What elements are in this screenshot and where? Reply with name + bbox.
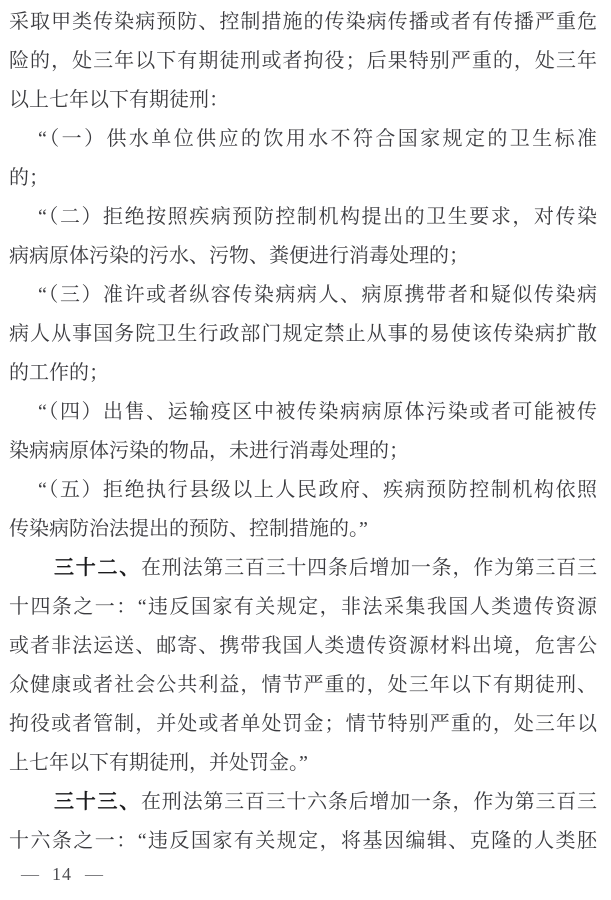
text-line: 三十二、在刑法第三百三十四条后增加一条，作为第三百三 xyxy=(54,557,597,579)
page-footer xyxy=(21,862,103,886)
text-line: 的； xyxy=(9,167,49,189)
text-line: 险的，处三年以下有期徒刑或者拘役；后果特别严重的，处三年 xyxy=(9,50,597,72)
text-line: 三十三、在刑法第三百三十六条后增加一条，作为第三百三 xyxy=(54,791,597,813)
text-line: “（四）出售、运输疫区中被传染病病原体污染或者可能被传 xyxy=(38,401,597,423)
text-line: “（二）拒绝按照疾病预防控制机构提出的卫生要求，对传染 xyxy=(38,206,597,228)
text-line: 以上七年以下有期徒刑： xyxy=(9,89,229,111)
footer-dash-right: — xyxy=(85,864,103,884)
footer-dash-left: — xyxy=(21,864,39,884)
text-line: 拘役或者管制，并处或者单处罚金；情节特别严重的，处三年以 xyxy=(9,713,597,735)
clause-number: 三十二、 xyxy=(54,557,142,579)
clause-number: 三十三、 xyxy=(54,791,142,813)
text-line: 十六条之一：“违反国家有关规定，将基因编辑、克隆的人类胚 xyxy=(9,830,597,852)
text-line: 的工作的； xyxy=(9,362,109,384)
text-line: “（三）准许或者纵容传染病病人、病原携带者和疑似传染病 xyxy=(38,284,597,306)
page-number: 14 xyxy=(52,864,72,884)
text-line: 病人从事国务院卫生行政部门规定禁止从事的易使该传染病扩散 xyxy=(9,323,597,345)
text-line: 众健康或者社会公共利益，情节严重的，处三年以下有期徒刑、 xyxy=(9,674,597,696)
text-line: 或者非法运送、邮寄、携带我国人类遗传资源材料出境，危害公 xyxy=(9,635,597,657)
text-line: 十四条之一：“违反国家有关规定，非法采集我国人类遗传资源 xyxy=(9,596,597,618)
text-line: 上七年以下有期徒刑，并处罚金。” xyxy=(9,752,308,774)
text-line: “（五）拒绝执行县级以上人民政府、疾病预防控制机构依照 xyxy=(38,479,597,501)
text-line: 采取甲类传染病预防、控制措施的传染病传播或者有传播严重危 xyxy=(9,11,597,33)
text-line: 传染病防治法提出的预防、控制措施的。” xyxy=(9,518,368,540)
text-line: 病病原体污染的污水、污物、粪便进行消毒处理的； xyxy=(9,245,469,267)
text-line: 染病病原体污染的物品，未进行消毒处理的； xyxy=(9,440,409,462)
text-line: “（一）供水单位供应的饮用水不符合国家规定的卫生标准 xyxy=(38,128,597,150)
